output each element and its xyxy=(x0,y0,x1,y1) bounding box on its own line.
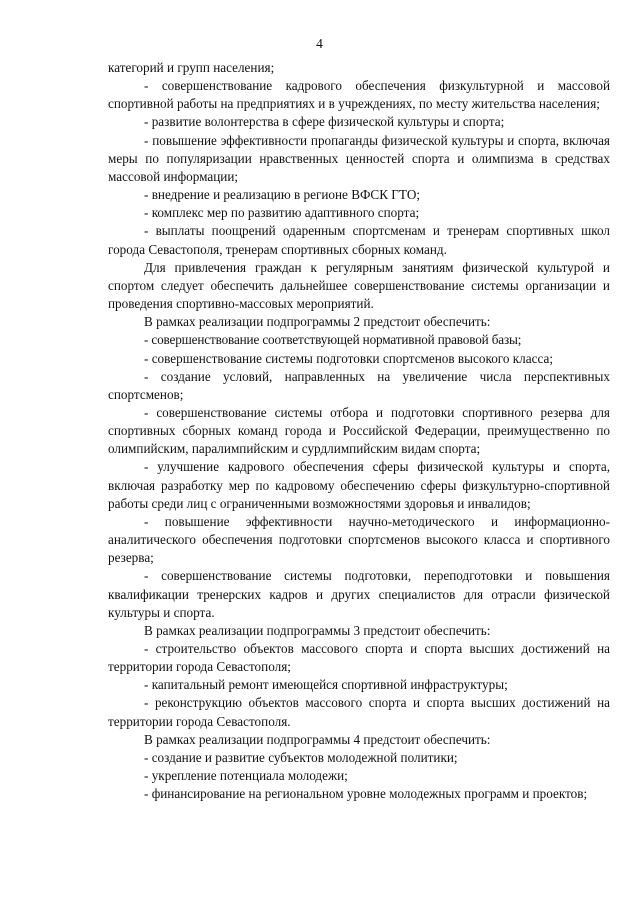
list-item-volunteering: - развитие волонтерства в сфере физической культуры и спорта; xyxy=(144,114,505,130)
list-item-scientific-support: - повышение эффективности научно-методического и информационно-аналитического обеспечения подготовки спортсменов высокого класса и спортивного резерва; xyxy=(108,513,610,566)
list-item-youth-policy-subjects: - создание и развитие субъектов молодежной политики; xyxy=(144,749,458,765)
page-number: 4 xyxy=(316,36,323,51)
list-item-gto: - внедрение и реализацию в регионе ВФСК ГТО; xyxy=(144,187,421,203)
list-item-coach-training: - совершенствование системы подготовки, переподготовки и повышения квалификации тренерских кадров и других специалистов для отрасли физической культуры и спорта. xyxy=(108,568,610,620)
list-item-reconstruction: - реконструкцию объектов массового спорта и спорта высших достижений на территории города Севастополя. xyxy=(108,695,610,729)
list-item-youth-financing: - финансирование на региональном уровне молодежных программ и проектов; xyxy=(144,786,588,802)
list-item-staffing-disabled: - улучшение кадрового обеспечения сферы физической культуры и спорта, включая разработку мер по кадровому обеспечению сферы физкультурно-спортивной работы среди лиц с ограниченными возможностями здоровья и инвалидов; xyxy=(108,459,610,511)
list-item-awards: - выплаты поощрений одаренным спортсменам и тренерам спортивных школ города Севастополя, тренерам спортивных сборных команд. xyxy=(108,223,610,257)
paragraph-attracting-citizens: Для привлечения граждан к регулярным занятиям физической культурой и спортом следует обеспечить дальнейшее совершенствование системы организации и проведения спортивно-массовых мероприятий. xyxy=(108,259,610,312)
list-item-legal-base: - совершенствование соответствующей нормативной правовой базы; xyxy=(144,332,522,348)
paragraph-subprogram-3-intro: В рамках реализации подпрограммы 3 предстоит обеспечить: xyxy=(144,622,491,638)
list-item-construction: - строительство объектов массового спорта и спорта высших достижений на территории города Севастополя; xyxy=(108,641,610,675)
list-item-staffing-mass-sport: - совершенствование кадрового обеспечения физкультурной и массовой спортивной работы на предприятиях и в учреждениях, по месту жительства населения; xyxy=(108,78,610,112)
list-item-capital-repair: - капитальный ремонт имеющейся спортивной инфраструктуры; xyxy=(144,677,508,693)
paragraph-population-categories: категорий и групп населения; xyxy=(108,60,275,75)
list-item-adaptive-sport: - комплекс мер по развитию адаптивного спорта; xyxy=(144,205,420,221)
list-item-reserve-selection: - совершенствование системы отбора и подготовки спортивного резерва для спортивных сборных команд города и Российской Федерации, преимущественно по олимпийским, паралимпийским и сурдлимпийским видам спорта; xyxy=(108,404,610,457)
list-item-prospective-athletes: - создание условий, направленных на увеличение числа перспективных спортсменов; xyxy=(108,368,610,402)
list-item-promotion: - повышение эффективности пропаганды физической культуры и спорта, включая меры по популяризации нравственных ценностей спорта и олимпизма в средствах массовой информации; xyxy=(108,132,610,184)
paragraph-subprogram-4-intro: В рамках реализации подпрограммы 4 предстоит обеспечить: xyxy=(144,731,491,747)
document-body xyxy=(108,59,610,803)
paragraph-subprogram-2-intro: В рамках реализации подпрограммы 2 предстоит обеспечить: xyxy=(144,314,491,330)
list-item-elite-training: - совершенствование системы подготовки спортсменов высокого класса; xyxy=(144,350,553,366)
list-item-youth-potential: - укрепление потенциала молодежи; xyxy=(144,768,348,784)
